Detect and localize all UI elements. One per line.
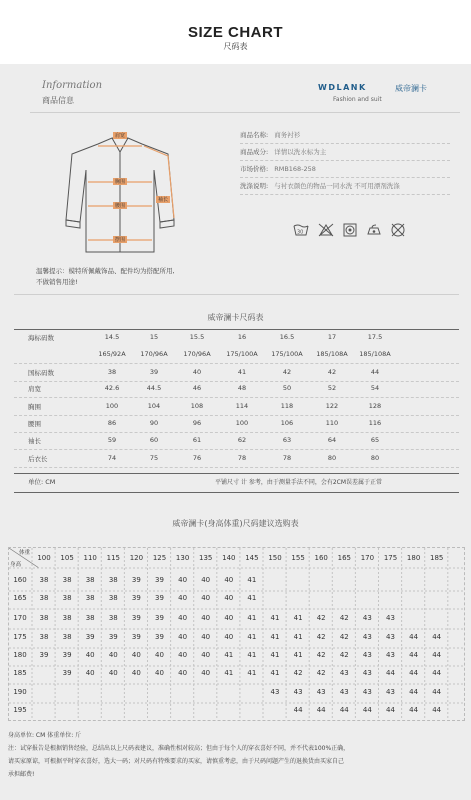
size-suggestion-cell: 41 xyxy=(270,614,280,622)
size-suggestion-cell: 44 xyxy=(432,706,442,714)
height-header: 180 xyxy=(13,651,27,659)
weight-header: 120 xyxy=(129,554,144,562)
size-cell: 50 xyxy=(282,384,292,392)
size-suggestion-cell: 38 xyxy=(39,594,49,602)
weight-header: 170 xyxy=(360,554,375,562)
size-suggestion-cell: 43 xyxy=(362,651,372,659)
divider xyxy=(30,112,460,113)
size-row xyxy=(14,365,459,382)
size-suggestion-cell: 40 xyxy=(108,651,118,659)
size-cell: 64 xyxy=(327,436,337,444)
height-header: 170 xyxy=(13,614,27,622)
size-cell: 80 xyxy=(370,454,380,462)
weight-header: 115 xyxy=(106,554,120,562)
recommend-grid xyxy=(8,547,465,721)
size-cell: 44 xyxy=(370,368,380,376)
brand-name: WDLANK xyxy=(318,83,367,92)
size-row xyxy=(14,330,459,347)
product-name-row: 商品名称: 商务衬衫 xyxy=(240,131,301,139)
wash-icons xyxy=(292,222,422,238)
size-suggestion-cell: 40 xyxy=(85,669,95,677)
size-cell: 44.5 xyxy=(146,384,162,392)
iron-icon xyxy=(368,225,380,234)
size-cell: 15.5 xyxy=(189,333,205,341)
chest-label: 胸围 xyxy=(115,179,126,185)
size-cell: 61 xyxy=(192,436,202,444)
size-suggestion-cell: 43 xyxy=(362,688,372,696)
height-header: 185 xyxy=(13,669,27,677)
size-suggestion-cell: 40 xyxy=(131,669,141,677)
size-suggestion-cell: 39 xyxy=(155,594,164,602)
divider xyxy=(14,294,459,295)
size-cell: 16 xyxy=(237,333,247,341)
size-cell: 175/100A xyxy=(271,350,303,358)
tumble-dry-icon xyxy=(344,224,356,236)
note-line-2: 不做销售用途! xyxy=(36,278,78,286)
units-note: 身高单位: CM 体重单位: 斤 xyxy=(8,732,82,739)
info-heading-cn: 商品信息 xyxy=(42,96,74,105)
size-row xyxy=(14,451,459,468)
size-suggestion-cell: 42 xyxy=(339,651,349,659)
size-suggestion-cell: 40 xyxy=(178,669,188,677)
size-suggestion-cell: 43 xyxy=(362,614,372,622)
size-suggestion-cell: 44 xyxy=(386,706,395,714)
size-suggestion-cell: 40 xyxy=(178,576,188,584)
size-suggestion-cell: 39 xyxy=(108,633,118,641)
size-suggestion-cell: 44 xyxy=(409,669,419,677)
size-cell: 118 xyxy=(280,402,294,410)
page-subtitle: 尺码表 xyxy=(223,42,248,51)
size-suggestion-cell: 40 xyxy=(201,614,211,622)
size-suggestion-cell: 44 xyxy=(409,688,419,696)
size-suggestion-cell: 40 xyxy=(178,633,188,641)
size-suggestion-cell: 43 xyxy=(316,688,326,696)
size-suggestion-cell: 39 xyxy=(39,651,49,659)
size-suggestion-cell: 43 xyxy=(386,651,395,659)
size-suggestion-cell: 38 xyxy=(62,633,72,641)
size-suggestion-cell: 41 xyxy=(247,669,257,677)
size-suggestion-cell: 41 xyxy=(247,614,257,622)
size-row xyxy=(14,433,459,450)
size-suggestion-cell: 38 xyxy=(39,633,49,641)
height-header: 190 xyxy=(13,688,27,696)
height-header: 165 xyxy=(13,594,27,602)
size-suggestion-cell: 44 xyxy=(293,706,303,714)
size-suggestion-cell: 44 xyxy=(432,651,442,659)
size-suggestion-cell: 44 xyxy=(432,633,442,641)
size-suggestion-cell: 41 xyxy=(224,651,234,659)
size-cell: 39 xyxy=(149,368,159,376)
weight-header: 150 xyxy=(268,554,282,562)
size-cell: 42 xyxy=(327,368,337,376)
size-suggestion-cell: 41 xyxy=(270,633,280,641)
hem-label: 摆围 xyxy=(115,237,126,243)
size-cell: 185/108A xyxy=(316,350,348,358)
size-suggestion-cell: 41 xyxy=(270,669,280,677)
size-suggestion-cell: 40 xyxy=(201,669,211,677)
size-suggestion-cell: 38 xyxy=(39,576,49,584)
weight-header: 165 xyxy=(337,554,351,562)
size-suggestion-cell: 40 xyxy=(201,594,211,602)
wash-30-icon xyxy=(294,225,308,236)
height-header: 195 xyxy=(13,706,27,714)
size-cell: 128 xyxy=(368,402,382,410)
size-suggestion-cell: 39 xyxy=(85,633,95,641)
size-suggestion-cell: 44 xyxy=(409,706,419,714)
size-row-label: 海标码数 xyxy=(28,334,54,342)
size-suggestion-cell: 39 xyxy=(131,614,141,622)
weight-header: 110 xyxy=(83,554,97,562)
size-suggestion-cell: 38 xyxy=(85,614,95,622)
size-suggestion-cell: 38 xyxy=(85,576,95,584)
notice-line-2: 请买家原谅，可根据平时穿衣喜好，选大一码；对尺码有特殊要求的买家，请慎重考虑，由于尺码问题产生的退换货由买家自己 xyxy=(8,758,345,765)
size-suggestion-cell: 44 xyxy=(409,633,419,641)
size-suggestion-cell: 39 xyxy=(131,633,141,641)
size-cell: 74 xyxy=(107,454,117,462)
size-suggestion-cell: 40 xyxy=(131,651,141,659)
size-row-label: 胸围 xyxy=(28,403,41,411)
size-cell: 110 xyxy=(325,419,339,427)
size-cell: 46 xyxy=(192,384,202,392)
svg-text:30: 30 xyxy=(297,229,304,236)
waist-label: 腰围 xyxy=(115,203,126,209)
info-heading: Information xyxy=(42,80,103,91)
size-cell: 78 xyxy=(237,454,247,462)
size-suggestion-cell: 40 xyxy=(224,594,234,602)
size-suggestion-cell: 43 xyxy=(339,688,349,696)
divider xyxy=(240,194,450,195)
size-suggestion-cell: 44 xyxy=(362,706,372,714)
size-suggestion-cell: 40 xyxy=(85,651,95,659)
height-header: 175 xyxy=(13,633,27,641)
size-cell: 63 xyxy=(282,436,292,444)
size-suggestion-cell: 40 xyxy=(201,651,211,659)
size-suggestion-cell: 42 xyxy=(293,669,303,677)
size-suggestion-cell: 39 xyxy=(155,633,164,641)
size-cell: 38 xyxy=(107,368,117,376)
divider xyxy=(240,160,450,161)
size-suggestion-cell: 44 xyxy=(432,669,442,677)
size-suggestion-cell: 44 xyxy=(386,669,395,677)
sleeve-label: 袖长 xyxy=(158,197,169,203)
weight-header: 145 xyxy=(245,554,259,562)
size-cell: 116 xyxy=(368,419,382,427)
size-suggestion-cell: 38 xyxy=(108,576,118,584)
size-cell: 100 xyxy=(105,402,119,410)
size-suggestion-cell: 41 xyxy=(293,633,303,641)
size-cell: 80 xyxy=(327,454,337,462)
size-suggestion-cell: 41 xyxy=(270,651,280,659)
divider xyxy=(14,467,459,468)
size-suggestion-cell: 40 xyxy=(178,594,188,602)
size-suggestion-cell: 41 xyxy=(293,651,303,659)
size-cell: 14.5 xyxy=(104,333,120,341)
size-suggestion-cell: 41 xyxy=(247,594,257,602)
size-suggestion-cell: 42 xyxy=(339,633,349,641)
size-row-label: 肩宽 xyxy=(28,385,41,393)
height-corner-label: 身高 xyxy=(10,562,22,568)
size-suggestion-cell: 43 xyxy=(362,669,372,677)
size-cell: 90 xyxy=(149,419,159,427)
notice-line-1: 注：试穿报告是根据销售经验，总结出以上尺码表建议，准确性相对较高；但由于每个人的穿衣喜好不同，并不代表100%正确， xyxy=(8,745,350,752)
size-cell: 170/96A xyxy=(140,350,168,358)
divider xyxy=(240,143,450,144)
size-cell: 108 xyxy=(190,402,204,410)
size-suggestion-cell: 40 xyxy=(108,669,118,677)
product-wash-row: 洗涤说明: 与衬衣颜色的物品一同水洗 不可用漂剂洗涤 xyxy=(240,182,400,190)
size-suggestion-cell: 42 xyxy=(316,614,326,622)
size-suggestion-cell: 43 xyxy=(270,688,280,696)
size-cell: 40 xyxy=(192,368,202,376)
size-row-label: 袖长 xyxy=(28,437,41,445)
weight-header: 140 xyxy=(222,554,236,562)
grid-lines xyxy=(9,548,464,720)
product-material-row: 商品成分: 详情以洗水标为主 xyxy=(240,148,327,156)
size-suggestion-cell: 40 xyxy=(224,576,234,584)
notice-line-3: 承担邮费! xyxy=(8,771,35,778)
size-cell: 17 xyxy=(327,333,337,341)
brand-name-cn: 威帝澜卡 xyxy=(395,84,427,93)
size-row-label: 后衣长 xyxy=(28,455,48,463)
size-cell: 185/108A xyxy=(359,350,391,358)
size-suggestion-cell: 38 xyxy=(85,594,95,602)
size-suggestion-cell: 40 xyxy=(155,669,164,677)
size-suggestion-cell: 43 xyxy=(386,688,395,696)
size-suggestion-cell: 43 xyxy=(362,633,372,641)
size-cell: 78 xyxy=(282,454,292,462)
size-suggestion-cell: 40 xyxy=(224,633,234,641)
size-cell: 170/96A xyxy=(183,350,211,358)
weight-header: 175 xyxy=(383,554,398,562)
size-suggestion-cell: 38 xyxy=(108,594,118,602)
recommend-table-title: 威帝澜卡(身高体重)尺码建议选购表 xyxy=(172,519,299,528)
size-suggestion-cell: 41 xyxy=(247,651,257,659)
size-suggestion-cell: 39 xyxy=(155,614,164,622)
weight-header: 185 xyxy=(430,554,444,562)
divider xyxy=(14,397,459,398)
divider xyxy=(14,492,459,493)
size-suggestion-cell: 42 xyxy=(339,614,349,622)
no-dryclean-icon xyxy=(392,224,404,236)
size-cell: 48 xyxy=(237,384,247,392)
size-suggestion-cell: 40 xyxy=(201,633,211,641)
size-cell: 114 xyxy=(235,402,249,410)
divider xyxy=(240,177,450,178)
weight-header: 125 xyxy=(152,554,167,562)
divider xyxy=(14,449,459,450)
size-cell: 42 xyxy=(282,368,292,376)
size-suggestion-cell: 39 xyxy=(62,651,72,659)
size-suggestion-cell: 42 xyxy=(316,669,326,677)
note-line-1: 温馨提示：模特所佩戴饰品、配件均为搭配所用, xyxy=(36,267,175,275)
size-footnote: 平铺尺寸 计 参考，由于测量手法不同，会有2CM误差属于正常 xyxy=(215,479,382,486)
brand-tagline: Fashion and suit xyxy=(333,96,382,103)
size-suggestion-cell: 40 xyxy=(178,614,188,622)
size-suggestion-cell: 42 xyxy=(316,633,326,641)
size-suggestion-cell: 40 xyxy=(201,576,211,584)
size-cell: 16.5 xyxy=(279,333,295,341)
size-cell: 54 xyxy=(370,384,380,392)
divider xyxy=(14,329,459,330)
size-cell: 100 xyxy=(235,419,249,427)
size-table-title: 威帝澜卡尺码表 xyxy=(207,313,264,322)
size-suggestion-cell: 40 xyxy=(155,651,164,659)
size-cell: 59 xyxy=(107,436,117,444)
divider xyxy=(14,473,459,474)
size-row xyxy=(14,381,459,398)
size-cell: 15 xyxy=(149,333,159,341)
size-cell: 75 xyxy=(149,454,159,462)
size-suggestion-cell: 43 xyxy=(386,633,395,641)
size-suggestion-cell: 38 xyxy=(108,614,118,622)
size-suggestion-cell: 42 xyxy=(316,651,326,659)
size-suggestion-cell: 40 xyxy=(224,614,234,622)
size-cell: 60 xyxy=(149,436,159,444)
size-suggestion-cell: 39 xyxy=(131,576,141,584)
size-suggestion-cell: 43 xyxy=(386,614,395,622)
size-suggestion-cell: 38 xyxy=(62,614,72,622)
weight-header: 135 xyxy=(199,554,213,562)
size-cell: 17.5 xyxy=(367,333,383,341)
no-bleach-icon xyxy=(319,224,333,236)
size-row xyxy=(14,399,459,416)
weight-header: 105 xyxy=(60,554,74,562)
size-suggestion-cell: 41 xyxy=(247,576,257,584)
size-row-label: 腰围 xyxy=(28,420,41,428)
size-cell: 106 xyxy=(280,419,294,427)
weight-header: 160 xyxy=(314,554,328,562)
weight-corner-label: 体重 xyxy=(19,550,31,556)
weight-header: 130 xyxy=(175,554,190,562)
size-cell: 165/92A xyxy=(98,350,126,358)
size-cell: 65 xyxy=(370,436,380,444)
divider xyxy=(14,363,459,364)
size-cell: 175/100A xyxy=(226,350,258,358)
shoulder-label: 肩宽 xyxy=(115,133,126,139)
size-row xyxy=(14,347,459,364)
size-unit: 单位: CM xyxy=(28,478,56,486)
size-cell: 86 xyxy=(107,419,117,427)
size-cell: 52 xyxy=(327,384,337,392)
size-suggestion-cell: 41 xyxy=(293,614,303,622)
size-cell: 104 xyxy=(147,402,161,410)
size-cell: 42.6 xyxy=(104,384,120,392)
size-cell: 96 xyxy=(192,419,202,427)
size-row-label: 国标码数 xyxy=(28,369,54,377)
height-header: 160 xyxy=(13,576,27,584)
product-price-row: 市场价格: RMB168-258 xyxy=(240,165,316,173)
weight-header: 100 xyxy=(37,554,51,562)
weight-header: 180 xyxy=(406,554,421,562)
size-suggestion-cell: 40 xyxy=(178,651,188,659)
size-suggestion-cell: 39 xyxy=(62,669,72,677)
size-suggestion-cell: 39 xyxy=(155,576,164,584)
size-suggestion-cell: 41 xyxy=(224,669,234,677)
weight-header: 155 xyxy=(291,554,305,562)
size-row xyxy=(14,416,459,433)
size-cell: 41 xyxy=(237,368,247,376)
size-suggestion-cell: 38 xyxy=(62,576,72,584)
size-cell: 62 xyxy=(237,436,247,444)
size-suggestion-cell: 44 xyxy=(339,706,349,714)
size-suggestion-cell: 44 xyxy=(316,706,326,714)
size-suggestion-cell: 41 xyxy=(247,633,257,641)
size-cell: 122 xyxy=(325,402,339,410)
size-suggestion-cell: 43 xyxy=(293,688,303,696)
size-cell: 76 xyxy=(192,454,202,462)
size-suggestion-cell: 38 xyxy=(62,594,72,602)
size-suggestion-cell: 43 xyxy=(339,669,349,677)
page-title: SIZE CHART xyxy=(188,24,283,41)
size-suggestion-cell: 44 xyxy=(432,688,442,696)
size-suggestion-cell: 39 xyxy=(131,594,141,602)
size-suggestion-cell: 44 xyxy=(409,651,419,659)
size-suggestion-cell: 38 xyxy=(39,614,49,622)
